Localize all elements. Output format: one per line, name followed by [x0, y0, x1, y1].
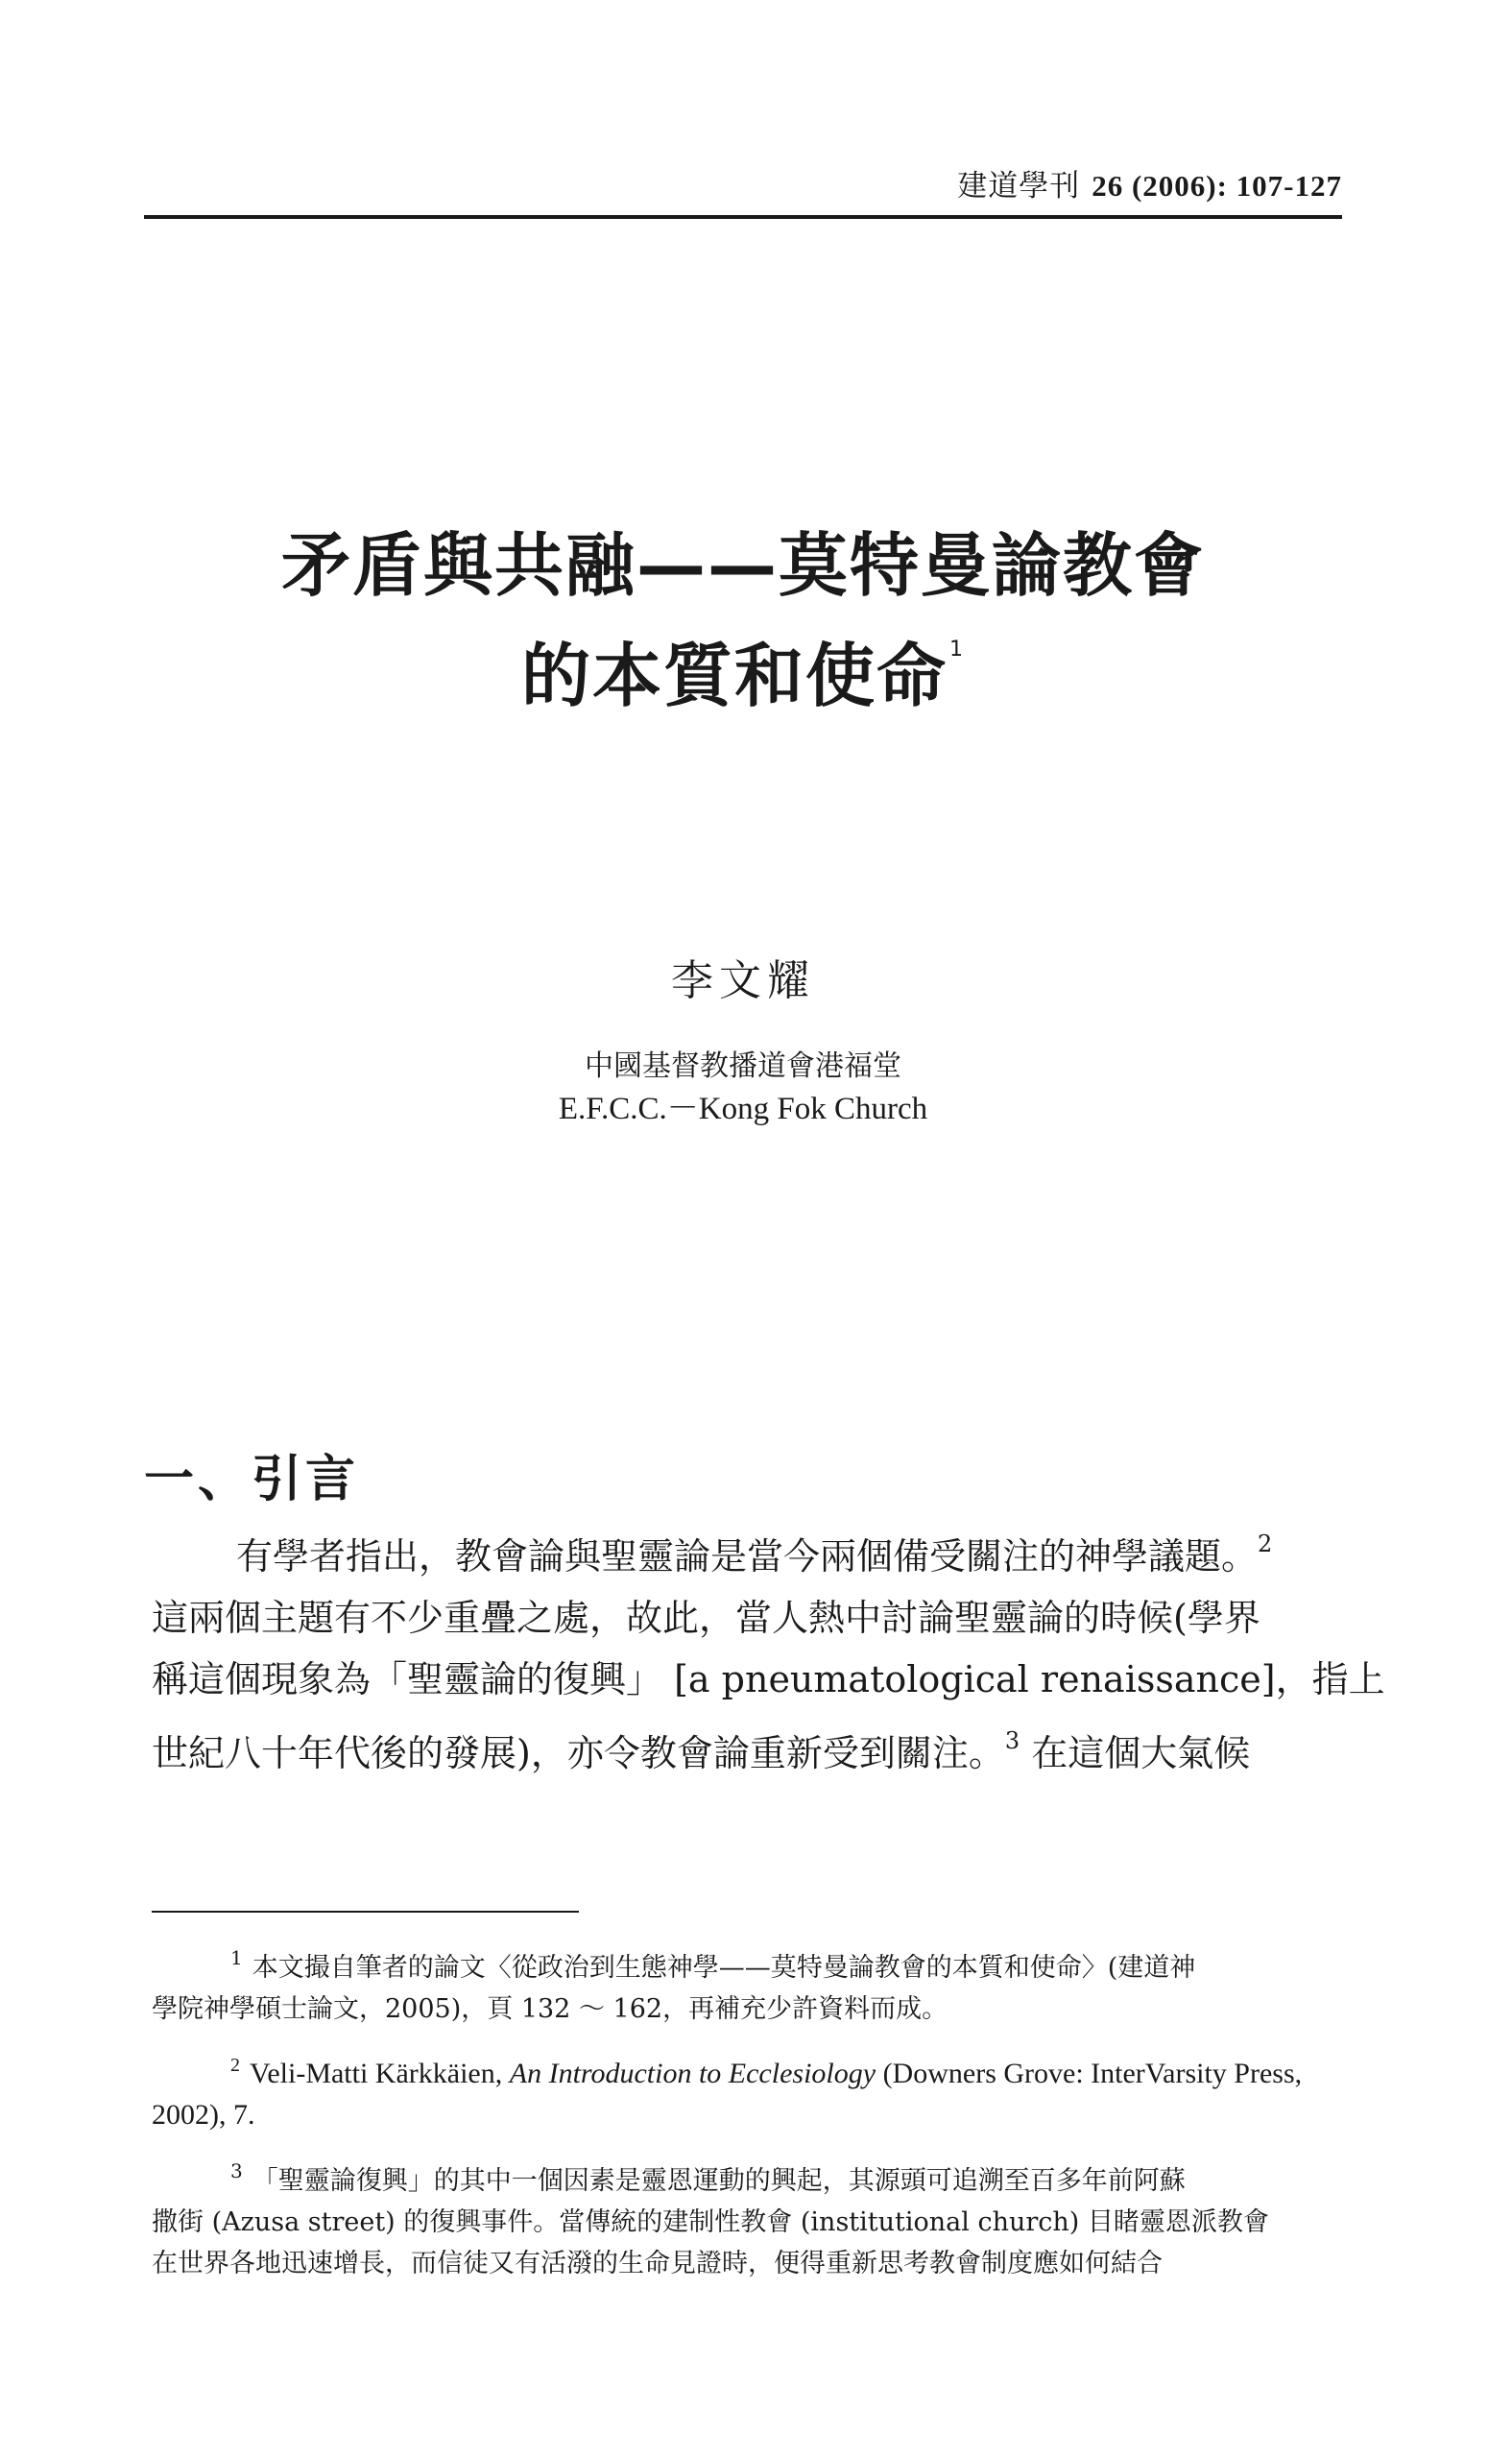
body-paragraph: [152, 1513, 1385, 1784]
footnote-2: [152, 2045, 1342, 2135]
body-line-1: [152, 1513, 1342, 1587]
footnote-rule: [152, 1911, 579, 1913]
footnote-3-marker: 3: [230, 2159, 243, 2182]
footnote-1-line-2: 學院神學碩士論文，2005)，頁 132 ～ 162，再補充少許資料而成。: [152, 1994, 948, 2024]
footnote-3-line-1: [152, 2151, 1342, 2202]
footnote-3-line-3: 在世界各地迅速增長，而信徒又有活潑的生命見證時，便得重新思考教會制度應如何結合: [152, 2249, 1163, 2278]
footnote-2-book-title: An Introduction to Ecclesiology: [509, 2058, 876, 2089]
author-affiliation-en: E.F.C.C.－Kong Fok Church: [558, 1092, 928, 1126]
body-line-4-text: 世紀八十年代後的發展)，亦令教會論重新受到關注。: [152, 1732, 1005, 1774]
note-ref-3: 3: [1004, 1727, 1020, 1754]
footnote-3: [152, 2151, 1342, 2284]
body-line-2: 這兩個主題有不少重疊之處，故此，當人熱中討論聖靈論的時候(學界: [152, 1597, 1260, 1639]
body-line-4-tail: 在這個大氣候: [1031, 1732, 1251, 1774]
section-heading: 一、引言: [144, 1451, 360, 1508]
body-line-3: 稱這個現象為「聖靈論的復興」 [a pneumatological renaissance]，指上: [152, 1658, 1385, 1700]
footnote-1-text-1: 本文撮自筆者的論文〈從政治到生態神學——莫特曼論教會的本質和使命〉(建道神: [252, 1953, 1196, 1983]
footnote-2-publisher: (Downers Grove: InterVarsity Press,: [876, 2058, 1303, 2089]
author-affiliation-zh: 中國基督教播道會港福堂: [585, 1049, 901, 1083]
body-line-1-text: 有學者指出，教會論與聖靈論是當今兩個備受關注的神學議題。: [236, 1535, 1259, 1578]
running-head: [144, 161, 1342, 205]
body-line-4: [152, 1710, 1342, 1784]
footnote-2-author: Veli-Matti Kärkkäien,: [250, 2058, 510, 2089]
footnotes: [152, 1938, 1342, 2300]
footnote-1: [152, 1938, 1342, 2030]
journal-citation: 26 (2006): 107-127: [1092, 169, 1342, 203]
author-name: 李文耀: [671, 956, 815, 1005]
footnote-2-marker: 2: [230, 2055, 240, 2076]
title-footnote-marker: 1: [949, 638, 965, 662]
footnote-1-line-1: [152, 1938, 1342, 1988]
header-rule: [144, 215, 1342, 219]
title-line-1: 矛盾與共融——莫特曼論教會: [280, 525, 1205, 606]
footnote-3-text-1: 「聖靈論復興」的其中一個因素是靈恩運動的興起，其源頭可追溯至百多年前阿蘇: [252, 2166, 1186, 2196]
footnote-3-line-2: 撒街 (Azusa street) 的復興事件。當傳統的建制性教會 (institutional church) 目睹靈恩派教會: [152, 2207, 1269, 2237]
footnote-1-marker: 1: [230, 1946, 243, 1969]
journal-name: 建道學刊: [957, 169, 1081, 204]
footnote-2-line-2: 2002), 7.: [152, 2099, 255, 2131]
note-ref-2: 2: [1258, 1530, 1273, 1557]
footnote-2-line-1: [152, 2045, 1342, 2094]
article-title: [144, 523, 1342, 718]
title-line-2-text: 的本質和使命: [520, 636, 948, 716]
title-line-2: [144, 608, 1342, 718]
